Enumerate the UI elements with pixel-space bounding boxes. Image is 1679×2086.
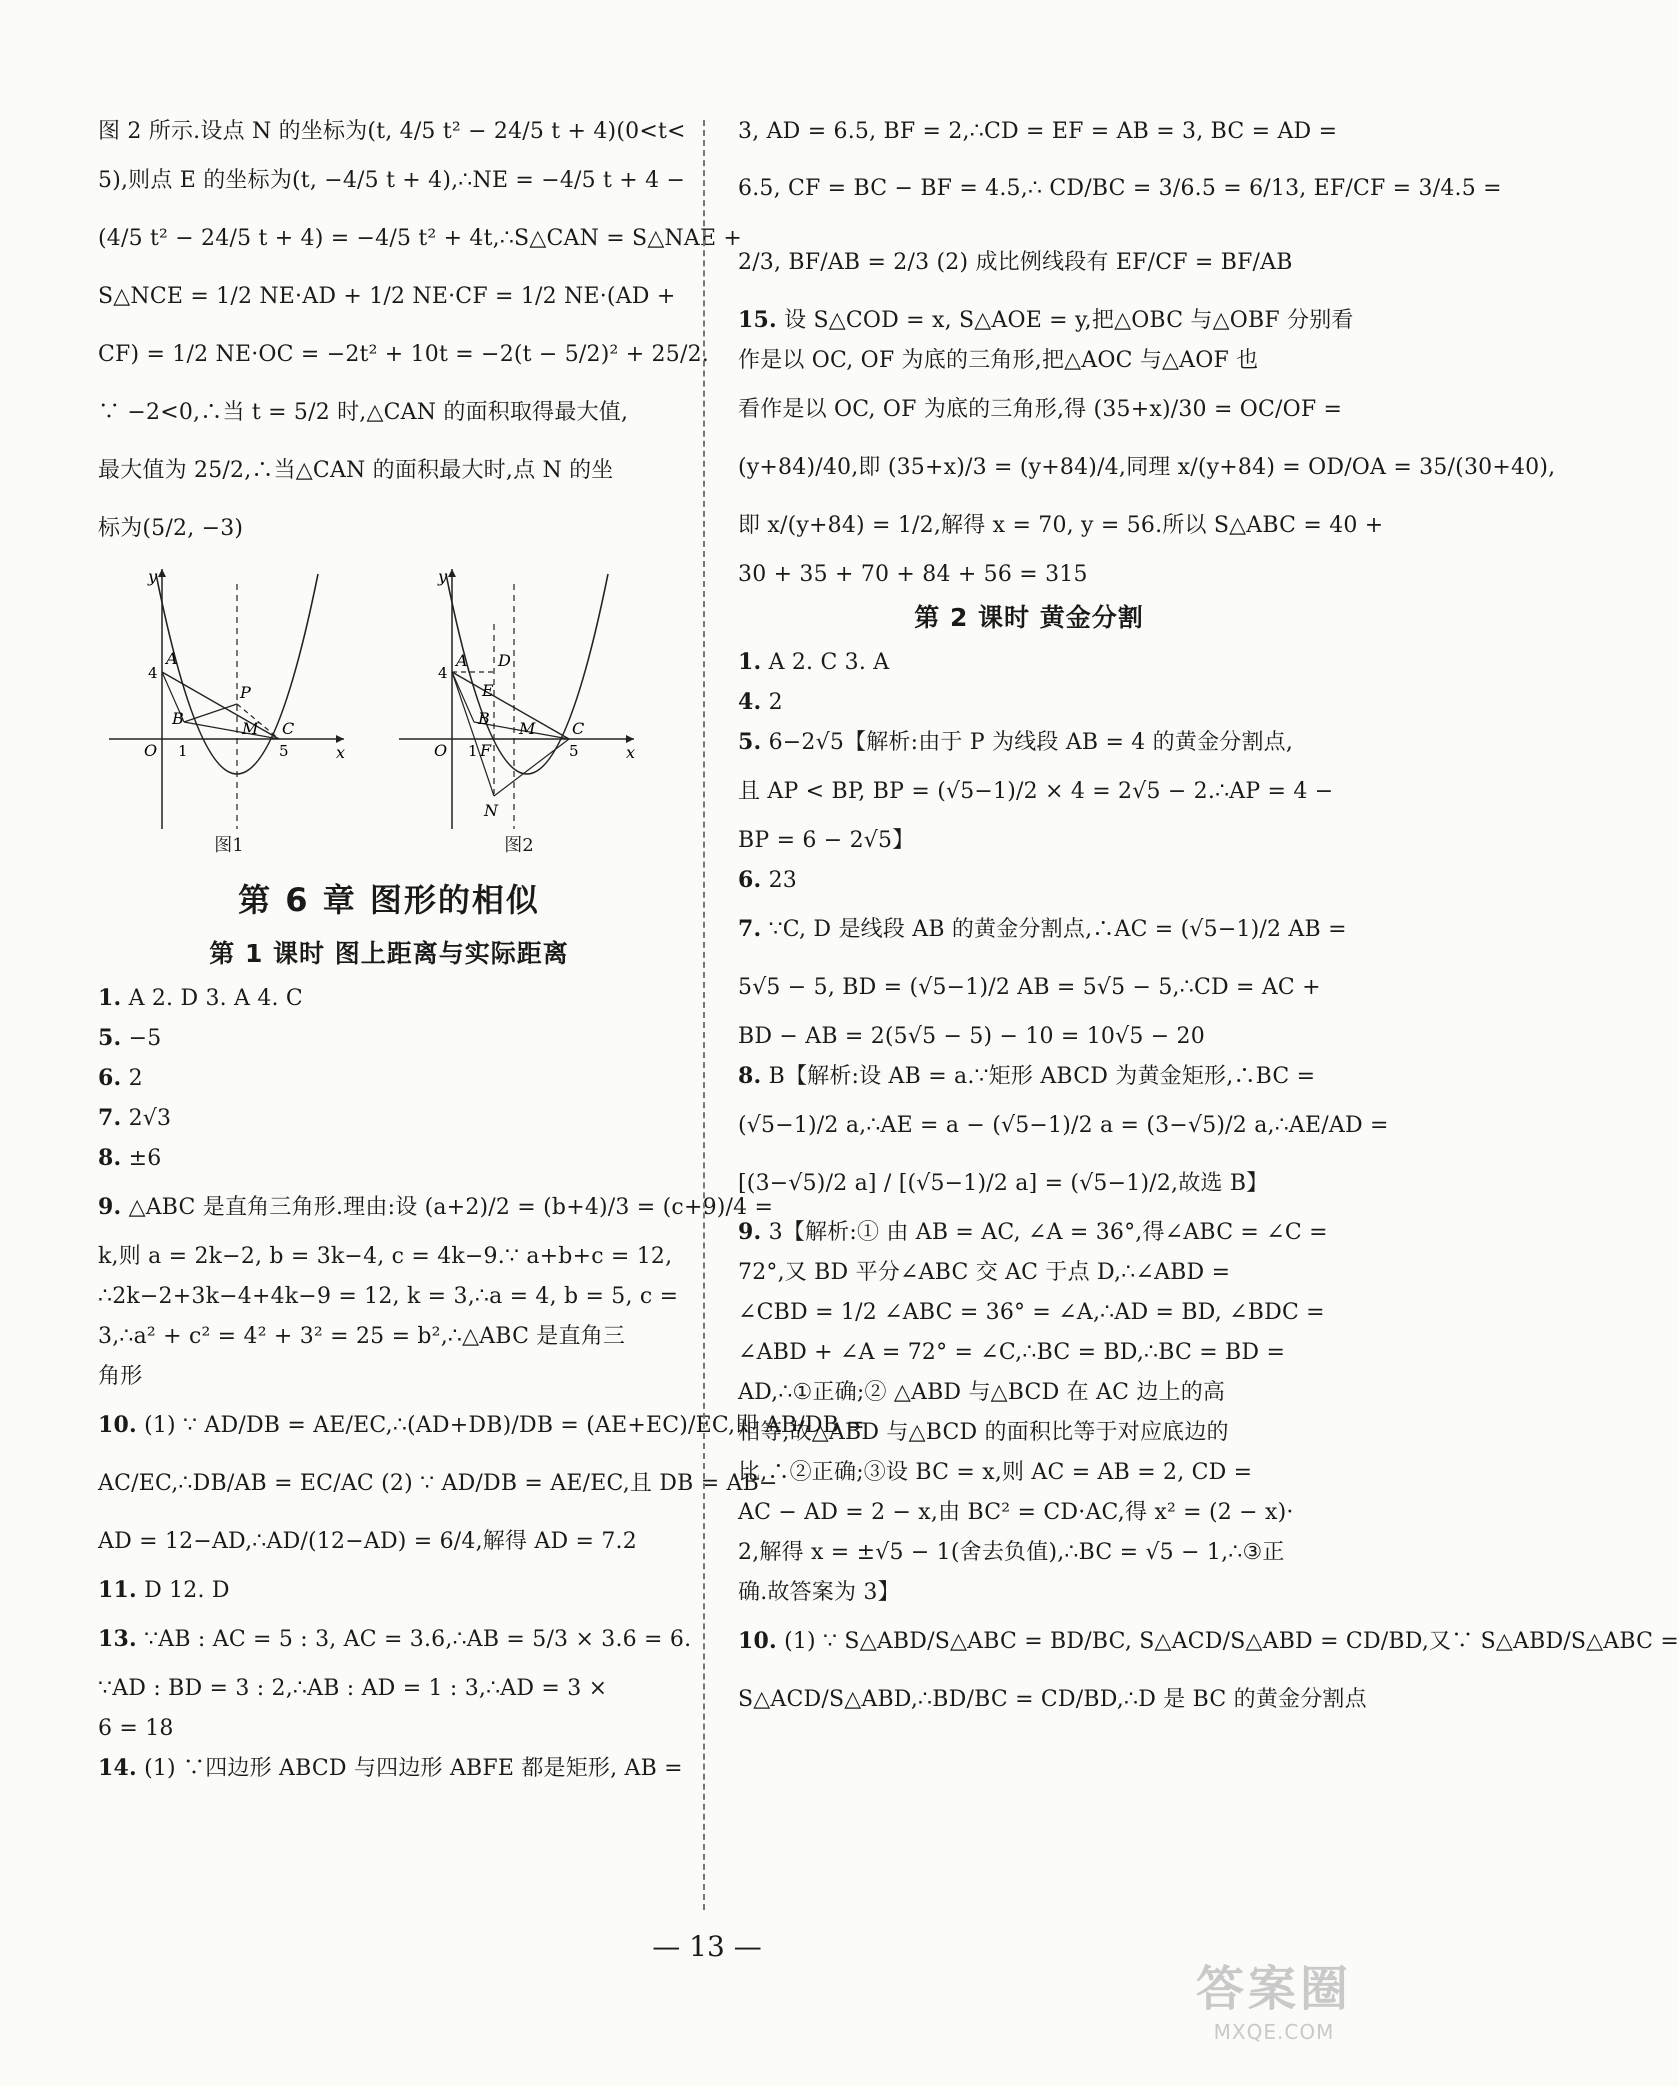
answer-line [98, 1668, 680, 1708]
answer-line [98, 1058, 680, 1098]
answer-line [738, 1452, 1320, 1492]
answer-text: ∠CBD = 1/2 ∠ABC = 36° = ∠A,∴AD = BD, ∠BDC = [738, 1300, 1325, 1325]
watermark-url: MXQE.COM [1213, 2020, 1335, 2044]
answer-text: AD = 12−AD,∴AD/(12−AD) = 6/4,解得 AD = 7.2 [98, 1529, 637, 1554]
answer-text: 相等,故△ABD 与△BCD 的面积比等于对应底边的 [738, 1420, 1229, 1445]
question-number: 14. [98, 1755, 137, 1781]
answer-text: 即 x/(y+84) = 1/2,解得 x = 70, y = 56.所以 S△ABC = 40 + [738, 513, 1384, 538]
point-F-label: F [480, 741, 492, 760]
x-axis-label: x [336, 743, 346, 762]
answer-line [738, 438, 1556, 496]
question-number: 10. [738, 1628, 777, 1654]
point-A-label: A [166, 649, 178, 668]
question-number: 8. [738, 1063, 762, 1089]
answer-text: 确.故答案为 3】 [738, 1580, 900, 1605]
answer-text: 6 = 18 [98, 1716, 174, 1741]
point-P-label: P [240, 683, 251, 702]
answer-text: 30 + 35 + 70 + 84 + 56 = 315 [738, 562, 1088, 587]
question-number: 1. [98, 985, 122, 1011]
answer-line [98, 1708, 680, 1748]
answer-text: 5√5 − 5, BD = (√5−1)/2 AB = 5√5 − 5,∴CD = AC + [738, 975, 1321, 1000]
answer-text: 比,∴②正确;③设 BC = x,则 AC = AB = 2, CD = [738, 1460, 1253, 1485]
question-number: 1. [738, 649, 762, 675]
intro-line: (4/5 t² − 24/5 t + 4) = −4/5 t² + 4t,∴S△CAN = S△NAE + [98, 226, 743, 251]
figure-1-caption: 图1 [214, 835, 244, 856]
answer-text: (1) ∵四边形 ABCD 与四边形 ABFE 都是矩形, AB = [144, 1756, 683, 1781]
answer-line [738, 1372, 1320, 1412]
question-number: 8. [98, 1145, 122, 1171]
intro-line: CF) = 1/2 NE·OC = −2t² + 10t = −2(t − 5/2)² + 25/2. [98, 342, 709, 367]
answer-line [98, 1276, 680, 1316]
answer-line [98, 1316, 680, 1356]
right-column [738, 112, 1679, 1728]
question-number: 5. [738, 729, 762, 755]
parabola-figure-1 [104, 564, 354, 834]
answer-text: ∴2k−2+3k−4+4k−9 = 12, k = 3,∴a = 4, b = 5, c = [98, 1284, 679, 1309]
point-M-label: M [242, 719, 259, 738]
answer-line [738, 496, 1384, 554]
answer-line [738, 642, 1320, 682]
question-number: 9. [98, 1194, 122, 1220]
answer-text: 72°,又 BD 平分∠ABC 交 AC 于点 D,∴∠ABD = [738, 1260, 1231, 1285]
question-number: 5. [98, 1025, 122, 1051]
answer-line [738, 820, 1320, 860]
question-number: 4. [738, 689, 762, 715]
answer-text: 3,∴a² + c² = 4² + 3² = 25 = b²,∴△ABC 是直角三 [98, 1324, 626, 1349]
figure-2-caption: 图2 [504, 835, 534, 856]
answer-line [98, 1512, 680, 1570]
intro-line: 标为(5/2, −3) [98, 516, 244, 541]
answer-line [98, 1748, 683, 1788]
y-axis-label: y [438, 567, 448, 586]
answer-line [738, 1332, 1320, 1372]
answer-line: 3, AD = 6.5, BF = 2,∴CD = EF = AB = 3, BC = AD = [738, 119, 1338, 144]
intro-line: 图 2 所示.设点 N 的坐标为(t, 4/5 t² − 24/5 t + 4)(0<t< [98, 119, 686, 144]
answer-line [98, 1018, 680, 1058]
answer-text: 2 [128, 1066, 143, 1091]
point-A-label: A [456, 651, 468, 670]
answer-line [738, 1056, 1320, 1096]
page-number: — 13 — [652, 1930, 762, 1963]
answer-line [98, 1396, 865, 1454]
answer-text: (y+84)/40,即 (35+x)/3 = (y+84)/4,同理 x/(y+84) = OD/OA = 35/(30+40), [738, 455, 1556, 480]
question-number: 15. [738, 307, 777, 333]
answer-line [738, 1154, 1320, 1212]
answer-line [98, 1454, 778, 1512]
question-number: 6. [738, 867, 762, 893]
answer-line [98, 1138, 680, 1178]
answer-text: (1) ∵ S△ABD/S△ABC = BD/BC, S△ACD/S△ABD = CD/BD,又∵ S△ABD/S△ABC = [784, 1629, 1679, 1654]
answer-text: (√5−1)/2 a,∴AE = a − (√5−1)/2 a = (3−√5)/2 a,∴AE/AD = [738, 1113, 1389, 1138]
answer-line [738, 958, 1320, 1016]
answer-line [738, 1670, 1367, 1728]
answer-line: 2/3, BF/AB = 2/3 (2) 成比例线段有 EF/CF = BF/AB [738, 250, 1293, 275]
point-B-label: B [478, 709, 490, 728]
answer-text: ∵C, D 是线段 AB 的黄金分割点,∴AC = (√5−1)/2 AB = [768, 917, 1347, 942]
tick-5-label: 5 [569, 742, 579, 760]
answer-text: ∠ABD + ∠A = 72° = ∠C,∴BC = BD,∴BC = BD = [738, 1340, 1286, 1365]
answer-text: BD − AB = 2(5√5 − 5) − 10 = 10√5 − 20 [738, 1024, 1205, 1049]
answer-text: 2 [768, 690, 783, 715]
answer-line [738, 300, 1354, 340]
tick-5-label: 5 [279, 742, 289, 760]
answer-text: ∵AD : BD = 3 : 2,∴AB : AD = 1 : 3,∴AD = 3 × [98, 1676, 608, 1701]
answer-text: D 12. D [144, 1578, 230, 1603]
question-number: 7. [98, 1105, 122, 1131]
answer-line [98, 1098, 680, 1138]
answer-line: 6.5, CF = BC − BF = 4.5,∴ CD/BC = 3/6.5 = 6/13, EF/CF = 3/4.5 = [738, 176, 1502, 201]
answer-text: [(3−√5)/2 a] / [(√5−1)/2 a] = (√5−1)/2,故选 B】 [738, 1171, 1269, 1196]
intro-line: ∵ −2<0,∴当 t = 5/2 时,△CAN 的面积取得最大值, [98, 400, 629, 425]
point-E-label: E [482, 681, 494, 700]
answer-line [738, 340, 1320, 380]
answer-text: ±6 [128, 1146, 162, 1171]
watermark-logo [1174, 1958, 1374, 2068]
answer-text: AD,∴①正确;② △ABD 与△BCD 在 AC 边上的高 [738, 1380, 1226, 1405]
answer-text: AC − AD = 2 − x,由 BC² = CD·AC,得 x² = (2 − x)· [738, 1500, 1294, 1525]
answer-text: 看作是以 OC, OF 为底的三角形,得 (35+x)/30 = OC/OF = [738, 397, 1343, 422]
answer-line [738, 682, 1320, 722]
figure-2 [394, 564, 644, 864]
answer-line [738, 1492, 1320, 1532]
answer-text: (1) ∵ AD/DB = AE/EC,∴(AD+DB)/DB = (AE+EC)/EC,即 AB/DB = [144, 1413, 865, 1438]
answer-text: △ABC 是直角三角形.理由:设 (a+2)/2 = (b+4)/3 = (c+9)/4 = [128, 1195, 774, 1220]
answer-text: −5 [128, 1026, 162, 1051]
figure-1 [104, 564, 354, 864]
point-C-label: C [282, 719, 295, 738]
intro-line: 5),则点 E 的坐标为(t, −4/5 t + 4),∴NE = −4/5 t + 4 − [98, 168, 686, 193]
answer-text: 设 S△COD = x, S△AOE = y,把△OBC 与△OBF 分别看 [784, 308, 1354, 333]
column-divider [703, 120, 705, 1910]
answer-line [738, 554, 1320, 594]
question-number: 10. [98, 1412, 137, 1438]
answer-text: 23 [768, 868, 797, 893]
lesson-2-title: 第 2 课时 黄金分割 [914, 603, 1144, 632]
answer-line [98, 1236, 680, 1276]
point-D-label: D [498, 651, 511, 670]
answer-text: k,则 a = 2k−2, b = 3k−4, c = 4k−9.∵ a+b+c = 12, [98, 1244, 673, 1269]
answer-text: 3【解析:① 由 AB = AC, ∠A = 36°,得∠ABC = ∠C = [768, 1220, 1328, 1245]
answer-text: 作是以 OC, OF 为底的三角形,把△AOC 与△AOF 也 [738, 348, 1259, 373]
answer-line [738, 380, 1343, 438]
question-number: 11. [98, 1577, 137, 1603]
answer-line [98, 1610, 692, 1668]
answer-line [738, 1532, 1320, 1572]
answer-line [738, 1212, 1328, 1252]
answer-line [738, 1412, 1320, 1452]
intro-line: 最大值为 25/2,∴当△CAN 的面积最大时,点 N 的坐 [98, 458, 614, 483]
answer-text: ∵AB : AC = 5 : 3, AC = 3.6,∴AB = 5/3 × 3.6 = 6. [144, 1627, 692, 1652]
question-15 [738, 300, 1556, 594]
answer-line [98, 1356, 680, 1396]
question-number: 9. [738, 1219, 762, 1245]
answer-text: 且 AP < BP, BP = (√5−1)/2 × 4 = 2√5 − 2.∴AP = 4 − [738, 779, 1334, 804]
answer-text: 2√3 [128, 1106, 172, 1131]
chapter-title: 第 6 章 图形的相似 [238, 881, 540, 919]
point-M-label: M [519, 719, 536, 738]
answer-line [738, 762, 1334, 820]
answer-line [98, 978, 680, 1018]
x-axis-label: x [626, 743, 636, 762]
point-B-label: B [172, 709, 184, 728]
answer-text: 6−2√5【解析:由于 P 为线段 AB = 4 的黄金分割点, [768, 730, 1294, 755]
point-N-label: N [484, 801, 498, 820]
answer-line [98, 1570, 680, 1610]
answer-text: S△ACD/S△ABD,∴BD/BC = CD/BD,∴D 是 BC 的黄金分割点 [738, 1687, 1367, 1712]
parabola-figure-2 [394, 564, 644, 834]
intro-line: S△NCE = 1/2 NE·AD + 1/2 NE·CF = 1/2 NE·(AD + [98, 284, 676, 309]
answer-line [738, 1252, 1320, 1292]
answer-line [738, 1016, 1320, 1056]
y-axis-label: y [148, 567, 158, 586]
answer-text: A 2. C 3. A [768, 650, 890, 675]
tick-4-label: 4 [148, 664, 158, 682]
tick-1-label: 1 [178, 742, 188, 760]
watermark-text: 答案圈 [1195, 1961, 1352, 2017]
answer-line [738, 900, 1347, 958]
tick-4-label: 4 [438, 664, 448, 682]
origin-label: O [434, 741, 448, 760]
answer-line [738, 722, 1320, 762]
answer-line [738, 1096, 1389, 1154]
answer-text: AC/EC,∴DB/AB = EC/AC (2) ∵ AD/DB = AE/EC,且 DB = AB− [98, 1471, 778, 1496]
answer-line [738, 1572, 1320, 1612]
answer-line [98, 1178, 774, 1236]
figures-row [104, 564, 644, 864]
question-number: 13. [98, 1626, 137, 1652]
answer-text: B【解析:设 AB = a.∵矩形 ABCD 为黄金矩形,∴BC = [768, 1064, 1316, 1089]
tick-1-label: 1 [468, 742, 478, 760]
answer-line [738, 1612, 1679, 1670]
point-C-label: C [572, 719, 585, 738]
answer-text: 角形 [98, 1364, 143, 1389]
question-number: 6. [98, 1065, 122, 1091]
answer-text: BP = 6 − 2√5】 [738, 828, 915, 853]
origin-label: O [144, 741, 158, 760]
answer-line [738, 860, 1320, 900]
answer-line [738, 1292, 1325, 1332]
right-answer-list [738, 642, 1679, 1728]
lesson-1-title: 第 1 课时 图上距离与实际距离 [209, 939, 569, 968]
question-number: 7. [738, 916, 762, 942]
answer-text: A 2. D 3. A 4. C [128, 986, 303, 1011]
answer-text: 2,解得 x = ±√5 − 1(舍去负值),∴BC = √5 − 1,∴③正 [738, 1540, 1285, 1565]
